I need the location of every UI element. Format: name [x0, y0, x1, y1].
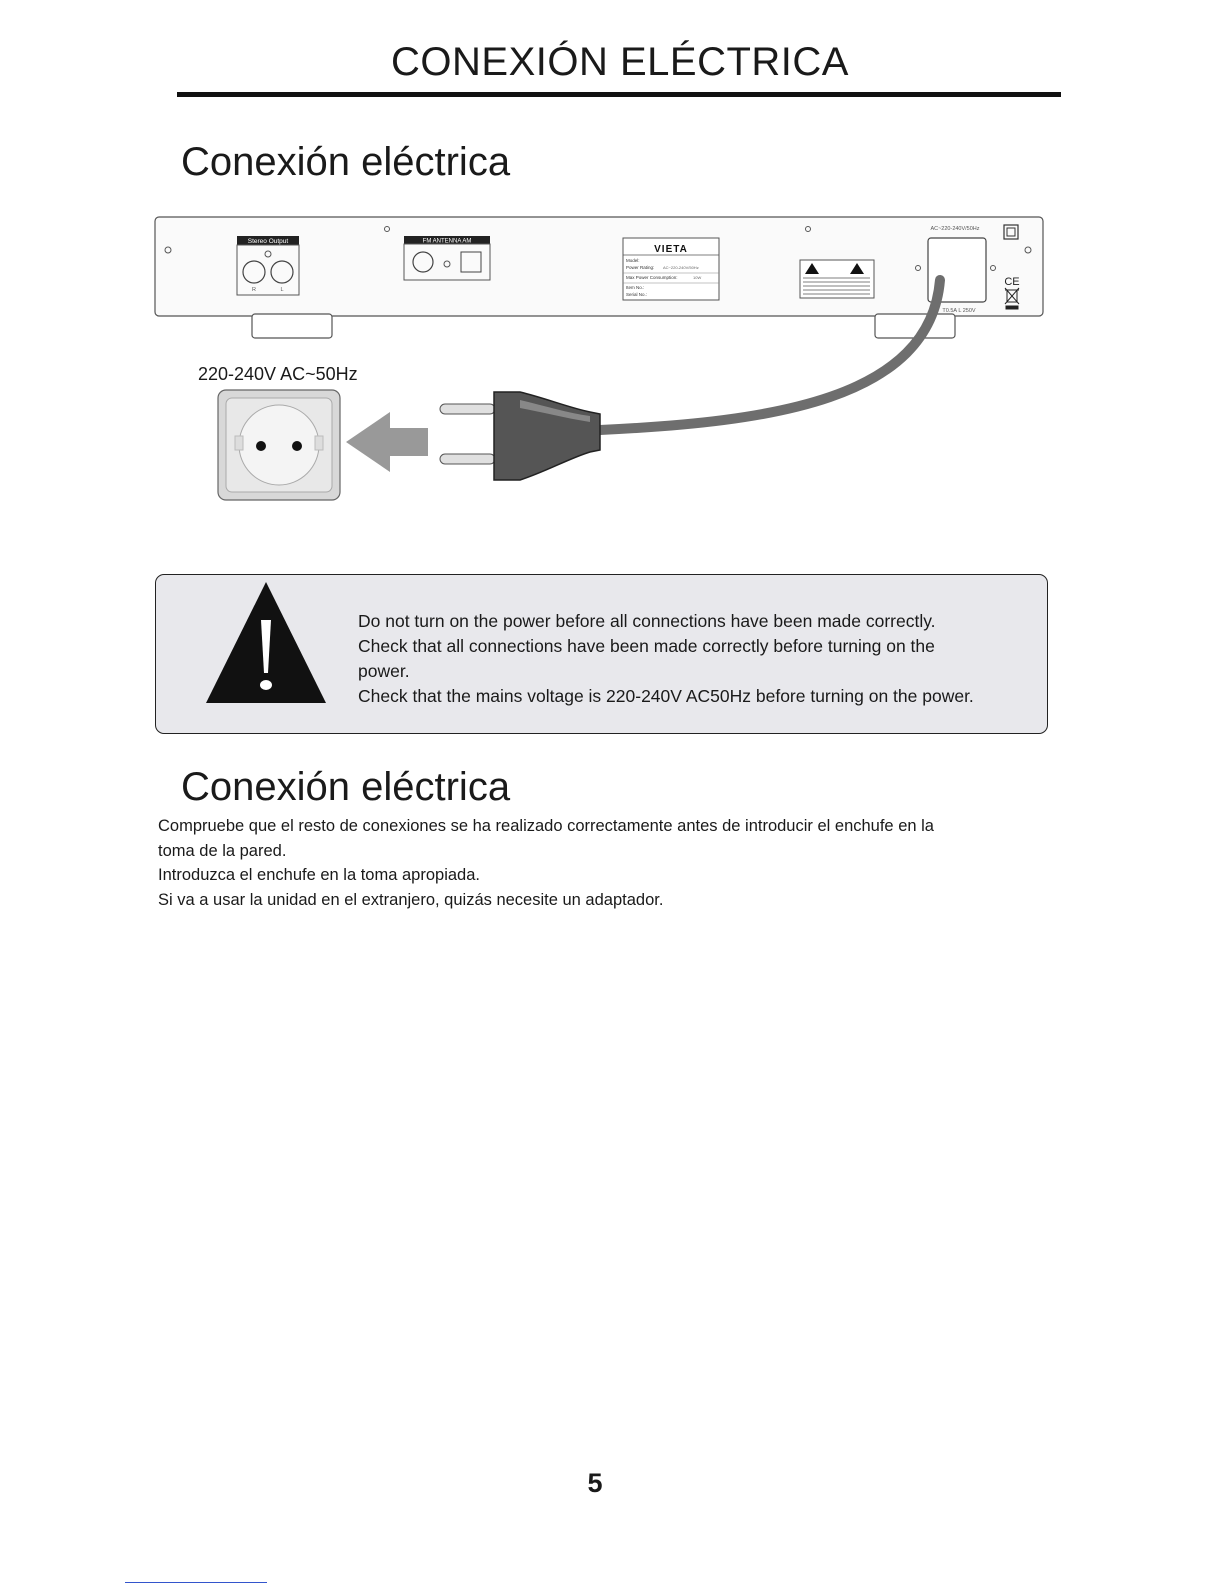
body-line: Si va a usar la unidad en el extranjero, quizás necesite un adaptador. [158, 890, 664, 909]
page-title: CONEXIÓN ELÉCTRICA [391, 40, 849, 84]
mains-label: AC~220-240V/50Hz [930, 226, 980, 232]
body-line: Compruebe que el resto de conexiones se ha realizado correctamente antes de introducir el enchufe en la [158, 817, 934, 835]
warning-line: Do not turn on the power before all connections have been made correctly. [358, 611, 936, 631]
device-rear-panel [155, 217, 1043, 316]
rating-model: Model: [626, 258, 640, 263]
power-plug-icon [440, 392, 600, 480]
page-number: 5 [587, 1468, 603, 1498]
device-foot-left [252, 314, 332, 338]
rating-max: Max Power Consumption: [626, 275, 678, 280]
fuse-label: T0.5A L 250V [942, 308, 976, 314]
rating-max-value: 10W [693, 275, 702, 280]
ce-mark-icon: CE [1004, 276, 1020, 288]
title-rule [177, 92, 1061, 97]
channel-r-label: R [252, 287, 256, 293]
rating-item: Item No.: [626, 285, 645, 290]
connection-diagram [150, 210, 1050, 510]
device-foot-right [875, 314, 955, 338]
antenna-label: FM ANTENNA AM [422, 238, 472, 245]
rating-brand: VIETA [654, 244, 688, 255]
rating-power: Power Rating: [626, 265, 655, 270]
section-heading-bottom: Conexión eléctrica [181, 765, 511, 809]
body-line: Introduzca el enchufe en la toma apropiada. [158, 866, 480, 884]
warning-text [358, 609, 1038, 709]
warning-line: Check that all connections have been made correctly before turning on the [358, 636, 935, 656]
insert-arrow-icon [346, 412, 428, 472]
body-text [158, 814, 1058, 912]
warning-line: power. [358, 661, 410, 681]
connection-diagram-svg [150, 210, 1050, 510]
rating-serial: Serial No.: [626, 292, 648, 297]
stereo-output-label: Stereo Output [247, 238, 289, 245]
voltage-label: 220-240V AC~50Hz [198, 364, 358, 384]
section-heading-top: Conexión eléctrica [181, 140, 511, 184]
warning-line: Check that the mains voltage is 220-240V AC50Hz before turning on the power. [358, 686, 974, 706]
bottom-link-underline [125, 1582, 267, 1583]
warning-triangle-icon [204, 580, 328, 710]
warning-box [155, 574, 1048, 734]
body-line: toma de la pared. [158, 841, 287, 860]
channel-l-label: L [280, 287, 284, 293]
wall-socket-icon [218, 390, 340, 500]
rating-power-value: AC~220-240V/50Hz [663, 265, 699, 270]
